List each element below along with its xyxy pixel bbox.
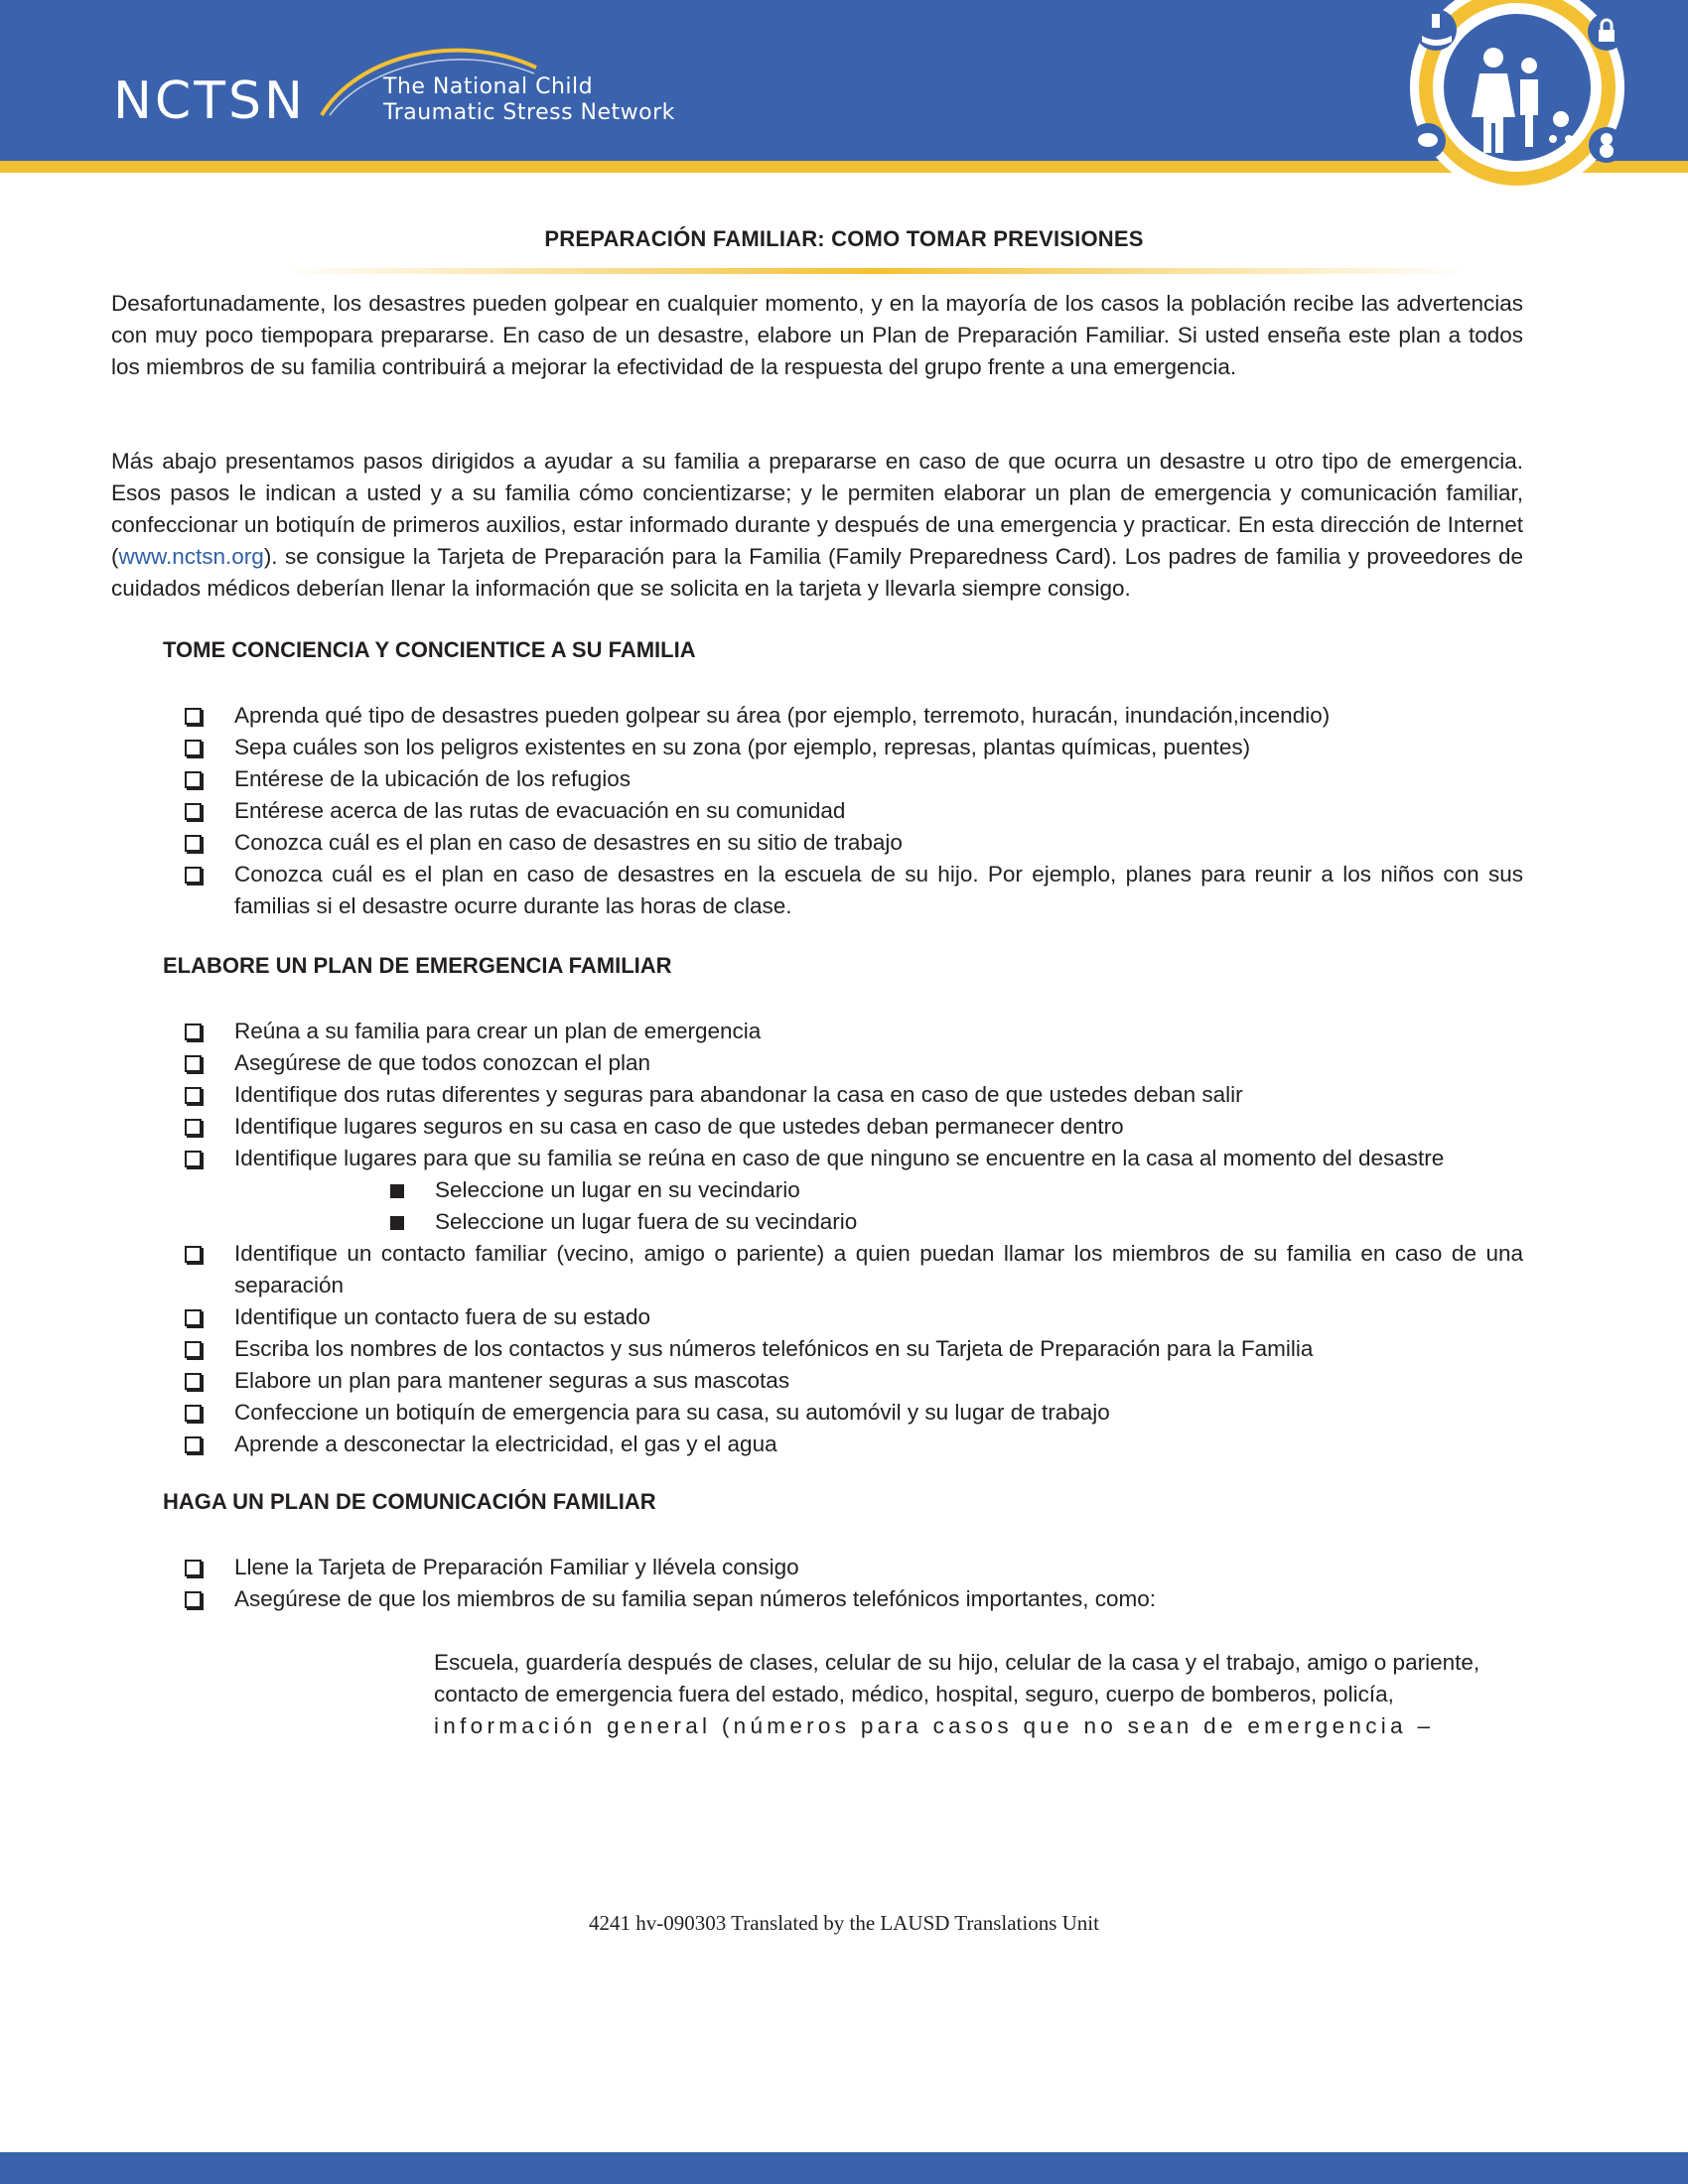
checkbox-icon	[185, 1119, 202, 1136]
checkbox-icon	[185, 740, 202, 756]
speech-bubble-icon	[1410, 123, 1446, 159]
list-item: Identifique un contacto fuera de su estado	[185, 1301, 1523, 1333]
communication-plan-list	[185, 1552, 1523, 1615]
list-item: Asegúrese de que todos conozcan el plan	[185, 1047, 1523, 1079]
checkbox-icon	[185, 867, 202, 884]
list-item: Aprende a desconectar la electricidad, el gas y el agua	[185, 1429, 1523, 1460]
steps-intro-paragraph	[111, 446, 1523, 605]
section-heading-emergency-plan: ELABORE UN PLAN DE EMERGENCIA FAMILIAR	[163, 953, 672, 978]
square-bullet-icon	[390, 1216, 404, 1230]
page-title: PREPARACIÓN FAMILIAR: COMO TOMAR PREVISIONES	[544, 226, 1144, 251]
emergency-plan-list	[185, 1016, 1523, 1460]
checkbox-icon	[185, 1436, 202, 1453]
checkbox-icon	[185, 1373, 202, 1390]
hand-icon	[1415, 9, 1457, 51]
list-item: Reúna a su familia para crear un plan de emergencia	[185, 1016, 1523, 1047]
checkbox-icon	[185, 1087, 202, 1104]
numbers-line: Escuela, guardería después de clases, celular de su hijo, celular de la casa y el trabajo, amigo o pariente,	[434, 1650, 1480, 1675]
footer-band	[0, 2152, 1688, 2184]
list-item: Identifique un contacto familiar (vecino, amigo o pariente) a quien puedan llamar los miembros de su familia en caso de una separación	[185, 1238, 1523, 1301]
numbers-line: contacto de emergencia fuera del estado, médico, hospital, seguro, cuerpo de bomberos, policía,	[434, 1682, 1394, 1706]
checkbox-icon	[185, 1405, 202, 1422]
checkbox-icon	[185, 1341, 202, 1358]
list-item: Llene la Tarjeta de Preparación Familiar y llévela consigo	[185, 1552, 1523, 1583]
checkbox-icon	[185, 1055, 202, 1072]
nctsn-link[interactable]: www.nctsn.org	[118, 544, 264, 569]
checkbox-icon	[185, 835, 202, 852]
numbers-line: información general (números para casos que no sean de emergencia –	[434, 1713, 1435, 1738]
list-item: Identifique lugares para que su familia se reúna en caso de que ninguno se encuentre en la casa al momento del desastre	[185, 1143, 1523, 1174]
lock-icon	[1588, 13, 1625, 51]
list-item: Identifique lugares seguros en su casa en caso de que ustedes deban permanecer dentro	[185, 1111, 1523, 1143]
list-item: Escriba los nombres de los contactos y sus números telefónicos en su Tarjeta de Preparación para la Familia	[185, 1333, 1523, 1365]
sub-list-item: Seleccione un lugar fuera de su vecindario	[185, 1206, 1523, 1238]
list-item: Elabore un plan para mantener seguras a sus mascotas	[185, 1365, 1523, 1397]
footer-note: 4241 hv-090303 Translated by the LAUSD Translations Unit	[589, 1911, 1099, 1935]
family-emblem	[1388, 0, 1646, 187]
checkbox-icon	[185, 1024, 202, 1040]
important-numbers-block	[434, 1647, 1523, 1742]
org-name-line1: The National Child	[383, 74, 594, 99]
checkbox-icon	[185, 1591, 202, 1608]
checkbox-icon	[185, 708, 202, 725]
steps-intro-text-after: ). se consigue la Tarjeta de Preparación para la Familia (Family Preparedness Card). Los padres de familia y proveedores de cuidados médicos deberían llenar la información que se solicita en la tarjeta y llevarla siempre consigo.	[111, 544, 1523, 601]
list-item: Sepa cuáles son los peligros existentes en su zona (por ejemplo, represas, plantas químicas, puentes)	[185, 732, 1523, 763]
square-bullet-icon	[390, 1184, 404, 1198]
checkbox-icon	[185, 1560, 202, 1576]
list-item: Conozca cuál es el plan en caso de desastres en la escuela de su hijo. Por ejemplo, planes para reunir a los niños con sus familias si el desastre ocurre durante las horas de clase.	[185, 859, 1523, 922]
checkbox-icon	[185, 1309, 202, 1326]
org-name-line2: Traumatic Stress Network	[383, 100, 675, 125]
list-item: Conozca cuál es el plan en caso de desastres en su sitio de trabajo	[185, 827, 1523, 859]
nctsn-logo: NCTSN	[113, 71, 306, 131]
section-heading-awareness: TOME CONCIENCIA Y CONCIENTICE A SU FAMILIA	[163, 637, 696, 662]
section-heading-communication-plan: HAGA UN PLAN DE COMUNICACIÓN FAMILIAR	[163, 1489, 656, 1514]
list-item: Confeccione un botiquín de emergencia para su casa, su automóvil y su lugar de trabajo	[185, 1397, 1523, 1429]
checkbox-icon	[185, 1246, 202, 1263]
checkbox-icon	[185, 771, 202, 788]
sub-list-item: Seleccione un lugar en su vecindario	[185, 1174, 1523, 1206]
intro-paragraph: Desafortunadamente, los desastres pueden golpear en cualquier momento, y en la mayoría de los casos la población recibe las advertencias con muy poco tiempopara prepararse. En caso de un desastre, elabore un Plan de Preparación Familiar. Si usted enseña este plan a todos los miembros de su familia contribuirá a mejorar la efectividad de la respuesta del grupo frente a una emergencia.	[111, 291, 1523, 379]
checkbox-icon	[185, 1151, 202, 1167]
steps-intro-text: Más abajo presentamos pasos dirigidos a ayudar a su familia a prepararse en caso de que ocurra un desastre u otro tipo de emergencia. Esos pasos le indican a usted y a su familia cómo concientizarse; y le permiten elaborar un plan de emergencia y comunicación familiar, confeccionar un botiquín de primeros auxilios, estar informado durante y después de una emergencia y practicar. En esta dirección de Internet (	[111, 449, 1523, 569]
awareness-list	[185, 700, 1523, 922]
checkbox-icon	[185, 803, 202, 820]
list-item: Entérese acerca de las rutas de evacuación en su comunidad	[185, 795, 1523, 827]
list-item: Entérese de la ubicación de los refugios	[185, 763, 1523, 795]
list-item: Identifique dos rutas diferentes y seguras para abandonar la casa en caso de que ustedes deban salir	[185, 1079, 1523, 1111]
title-rule	[280, 268, 1472, 274]
list-item: Asegúrese de que los miembros de su familia sepan números telefónicos importantes, como:	[185, 1583, 1523, 1615]
list-item: Aprenda qué tipo de desastres pueden golpear su área (por ejemplo, terremoto, huracán, inundación,incendio)	[185, 700, 1523, 732]
teddy-bear-icon	[1589, 127, 1624, 163]
